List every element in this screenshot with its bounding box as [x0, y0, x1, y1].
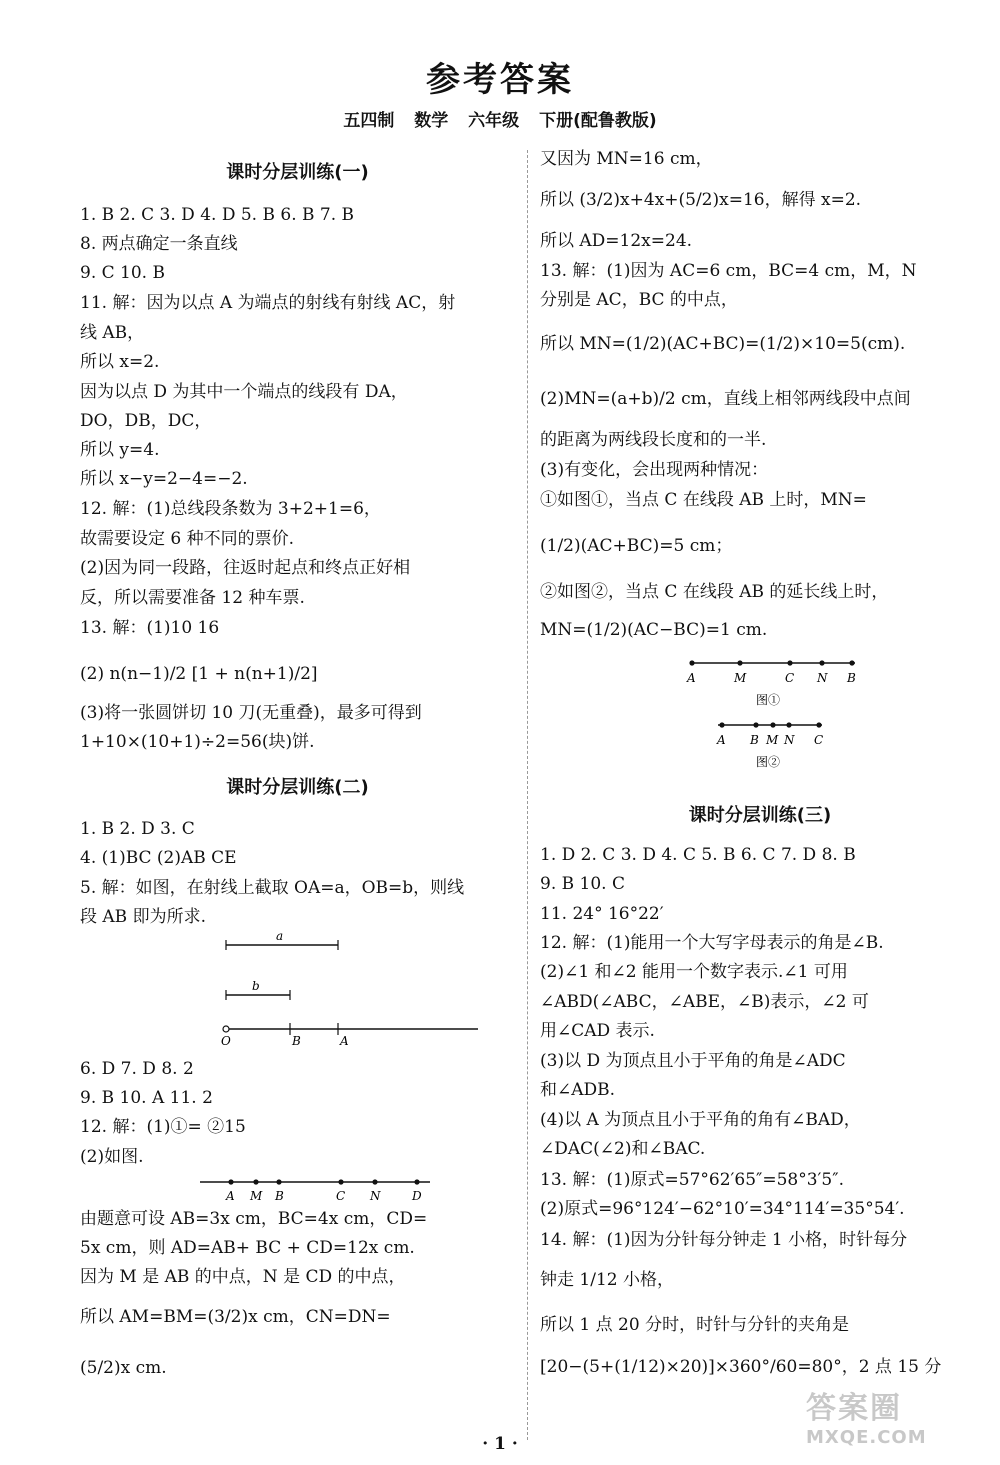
label-a: a [276, 929, 284, 943]
column-divider [527, 150, 528, 1440]
answer-line: ②如图②，当点 C 在线段 AB 的延长线上时， [540, 582, 889, 602]
segment-figures-13 [680, 652, 870, 772]
answer-line: 14. 解：(1)因为分针每分钟走 1 小格，时针每分 [540, 1230, 908, 1250]
label-b: b [252, 979, 260, 993]
answer-line: 4. (1)BC (2)AB CE [80, 848, 237, 868]
answer-line: 分别是 AC，BC 的中点， [540, 290, 738, 310]
answer-line: 6. D 7. D 8. 2 [80, 1059, 194, 1079]
answer-line: 5. 解：如图，在射线上截取 OA=a，OB=b，则线 [80, 878, 465, 898]
answer-line: 8. 两点确定一条直线 [80, 234, 238, 254]
answer-line: 9. C 10. B [80, 263, 165, 283]
label-N: N [370, 1189, 381, 1203]
answer-line: 段 AB 即为所求. [80, 907, 206, 927]
answer-line: (2)原式=96°124′−62°10′=34°114′=35°54′. [540, 1199, 905, 1219]
label-D: D [412, 1189, 422, 1203]
answer-line: 9. B 10. C [540, 874, 625, 894]
answer-line: 所以 (3/2)x+4x+(5/2)x=16，解得 x=2. [540, 190, 862, 210]
answer-line: 13. 解：(1)10 16 [80, 618, 220, 638]
answer-line: 12. 解：(1)能用一个大写字母表示的角是∠B. [540, 933, 884, 953]
answer-line: MN=(1/2)(AC−BC)=1 cm. [540, 620, 768, 640]
answer-line: 所以 MN=(1/2)(AC+BC)=(1/2)×10=5(cm). [540, 334, 906, 354]
answer-line: 1. B 2. D 3. C [80, 819, 195, 839]
watermark-logo [806, 1383, 986, 1453]
answer-line: 5x cm，则 AD=AB+ BC + CD=12x cm. [80, 1238, 415, 1258]
answer-line: 故需要设定 6 种不同的票价. [80, 529, 295, 549]
fig1-caption: 图① [756, 693, 781, 707]
answer-line: 1. D 2. C 3. D 4. C 5. B 6. C 7. D 8. B [540, 845, 856, 865]
label-C: C [336, 1189, 346, 1203]
fig1-label-A: A [687, 671, 696, 685]
answer-line: (2)∠1 和∠2 能用一个数字表示.∠1 可用 [540, 962, 848, 982]
answer-line: 和∠ADB. [540, 1080, 616, 1100]
watermark-bottom: MXQE.COM [806, 1427, 927, 1448]
answer-line: 的距离为两线段长度和的一半. [540, 430, 767, 450]
answer-line: 13. 解：(1)原式=57°62′65″=58°3′5″. [540, 1170, 844, 1190]
fig1-label-B: B [847, 671, 856, 685]
fig2-label-A: A [717, 733, 726, 747]
fig1-label-M: M [734, 671, 747, 685]
label-A: A [340, 1034, 349, 1048]
answer-line: 所以 AD=12x=24. [540, 231, 693, 251]
label-B: B [275, 1189, 284, 1203]
segment-figure-12 [195, 1170, 435, 1205]
answer-line: 13. 解：(1)因为 AC=6 cm，BC=4 cm，M，N [540, 261, 917, 281]
fig1-label-C: C [785, 671, 795, 685]
page-subtitle: 五四制 数学 六年级 下册(配鲁教版) [343, 111, 657, 131]
page-number: · 1 · [482, 1434, 518, 1454]
section-heading-3: 课时分层训练(三) [688, 805, 832, 826]
label-M: M [250, 1189, 263, 1203]
answer-line: 所以 x=2. [80, 352, 160, 372]
answer-line: (5/2)x cm. [80, 1358, 167, 1378]
answer-line: 所以 1 点 20 分时，时针与分针的夹角是 [540, 1315, 850, 1335]
fig2-caption: 图② [756, 755, 781, 769]
answer-line: 12. 解：(1)①= ②15 [80, 1117, 246, 1137]
answer-line: 由题意可设 AB=3x cm，BC=4x cm，CD= [80, 1209, 428, 1229]
answer-line: (2)因为同一段路，往返时起点和终点正好相 [80, 558, 411, 578]
answer-line: (3)将一张圆饼切 10 刀(无重叠)，最多可得到 [80, 703, 422, 723]
label-O: O [221, 1034, 231, 1048]
section-heading-2: 课时分层训练(二) [226, 777, 369, 798]
fig2-label-B: B [750, 733, 759, 747]
answer-line: 因为 M 是 AB 的中点，N 是 CD 的中点， [80, 1267, 406, 1287]
answer-line: 线 AB， [80, 323, 145, 343]
answer-line: 11. 解：因为以点 A 为端点的射线有射线 AC，射 [80, 293, 456, 313]
answer-line: 11. 24° 16°22′ [540, 904, 664, 924]
watermark-top: 答案圈 [806, 1391, 902, 1426]
answer-line: (3)有变化，会出现两种情况： [540, 460, 769, 480]
answer-line: 又因为 MN=16 cm， [540, 149, 713, 169]
label-A: A [226, 1189, 235, 1203]
answer-line: 1+10×(10+1)÷2=56(块)饼. [80, 732, 315, 752]
ray-construction-figure [210, 925, 490, 1050]
answer-line: (1/2)(AC+BC)=5 cm； [540, 536, 733, 556]
label-B: B [292, 1034, 301, 1048]
answer-line: 1. B 2. C 3. D 4. D 5. B 6. B 7. B [80, 205, 355, 225]
answer-line: ∠DAC(∠2)和∠BAC. [540, 1139, 706, 1159]
answer-line: 所以 y=4. [80, 440, 160, 460]
answer-line: (2)如图. [80, 1147, 144, 1167]
fig2-label-C: C [814, 733, 824, 747]
fig2-label-N: N [784, 733, 795, 747]
answer-line: [20−(5+(1/12)×20)]×360°/60=80°，2 点 15 分 [540, 1357, 942, 1377]
section-heading-1: 课时分层训练(一) [226, 162, 369, 183]
answer-line: ∠ABD(∠ABC，∠ABE，∠B)表示，∠2 可 [540, 992, 869, 1012]
answer-line: 9. B 10. A 11. 2 [80, 1088, 213, 1108]
answer-line: (4)以 A 为顶点且小于平角的角有∠BAD， [540, 1110, 861, 1130]
answer-line: 用∠CAD 表示. [540, 1021, 655, 1041]
answer-line: 12. 解：(1)总线段条数为 3+2+1=6， [80, 499, 381, 519]
answer-line: 反，所以需要准备 12 种车票. [80, 588, 305, 608]
answer-line: DO，DB，DC， [80, 411, 212, 431]
fig2-label-M: M [766, 733, 779, 747]
answer-line: 所以 AM=BM=(3/2)x cm，CN=DN= [80, 1307, 391, 1327]
answer-line: 所以 x−y=2−4=−2. [80, 469, 248, 489]
answer-line: (2)MN=(a+b)/2 cm，直线上相邻两线段中点间 [540, 389, 911, 409]
answer-line: ①如图①，当点 C 在线段 AB 上时，MN= [540, 490, 867, 510]
page-title: 参考答案 [426, 60, 574, 100]
answer-line: (3)以 D 为顶点且小于平角的角是∠ADC [540, 1051, 846, 1071]
answer-line: (2) n(n−1)/2 [1 + n(n+1)/2] [80, 664, 318, 684]
answer-line: 因为以点 D 为其中一个端点的线段有 DA， [80, 382, 408, 402]
fig1-label-N: N [817, 671, 828, 685]
answer-line: 钟走 1/12 小格， [540, 1270, 674, 1290]
